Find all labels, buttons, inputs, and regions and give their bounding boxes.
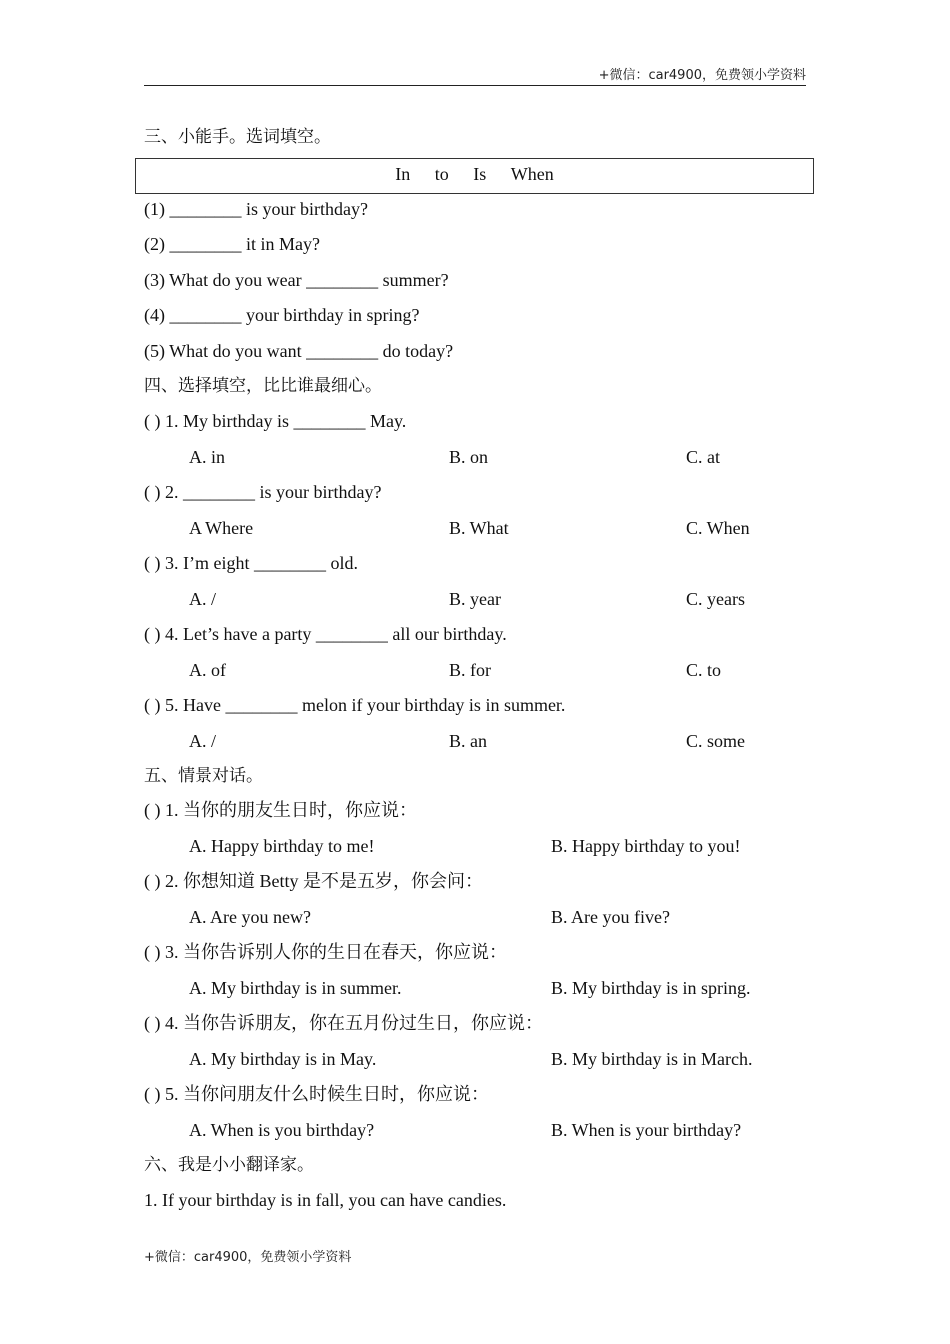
dialog-option-a: A. My birthday is in summer. [189,978,402,998]
choice-question-3: ( ) 3. I’m eight ________ old. [144,553,358,573]
choice-question-4: ( ) 4. Let’s have a party ________ all our birthday. [144,624,507,644]
section5-title: 五、情景对话。 [144,766,263,786]
choice-option-b: B. on [449,447,489,467]
dialog-question-5: ( ) 5. 当你问朋友什么时候生日时，你应说： [144,1084,489,1104]
dialog-question-4: ( ) 4. 当你告诉朋友，你在五月份过生日，你应说： [144,1013,543,1033]
fill-item-1: (1) ________ is your birthday? [144,199,368,219]
section3-title: 三、小能手。选词填空。 [144,127,331,147]
dialog-question-2: ( ) 2. 你想知道 Betty 是不是五岁，你会问： [144,871,483,891]
translate-item-1: 1. If your birthday is in fall, you can have candies. [144,1190,507,1210]
fill-item-3: (3) What do you wear ________ summer? [144,270,449,290]
choice-option-a: A. of [189,660,226,680]
choice-question-1: ( ) 1. My birthday is ________ May. [144,411,407,431]
choice-option-a: A Where [189,518,254,538]
dialog-option-a: A. Are you new? [189,907,311,927]
section6-title: 六、我是小小翻译家。 [144,1155,314,1175]
dialog-option-b: B. My birthday is in March. [551,1049,753,1069]
choice-option-c: C. When [686,518,750,538]
dialog-question-1: ( ) 1. 当你的朋友生日时，你应说： [144,800,417,820]
choice-option-b: B. an [449,731,487,751]
dialog-option-b: B. Are you five? [551,907,670,927]
choice-option-b: B. year [449,589,501,609]
dialog-option-b: B. When is your birthday? [551,1120,742,1140]
word-bank-item: In [395,164,411,184]
dialog-option-a: A. When is you birthday? [189,1120,375,1140]
dialog-option-b: B. My birthday is in spring. [551,978,751,998]
choice-question-2: ( ) 2. ________ is your birthday? [144,482,382,502]
choice-question-5: ( ) 5. Have ________ melon if your birthday is in summer. [144,695,566,715]
choice-option-c: C. some [686,731,746,751]
word-bank-item: Is [473,164,487,184]
choice-option-a: A. in [189,447,225,467]
dialog-option-a: A. My birthday is in May. [189,1049,377,1069]
dialog-option-b: B. Happy birthday to you! [551,836,741,856]
fill-item-5: (5) What do you want ________ do today? [144,341,454,361]
choice-option-b: B. What [449,518,509,538]
word-bank-item: to [434,164,449,184]
page-footer: +微信：car4900，免费领小学资料 [144,1250,352,1265]
word-bank-item: When [510,164,554,184]
section4-title: 四、选择填空，比比谁最细心。 [144,376,382,396]
fill-item-2: (2) ________ it in May? [144,234,320,254]
choice-option-c: C. at [686,447,720,467]
choice-option-a: A. / [189,589,216,609]
choice-option-c: C. to [686,660,722,680]
choice-option-a: A. / [189,731,216,751]
choice-option-c: C. years [686,589,745,609]
page-header: +微信：car4900，免费领小学资料 [598,68,806,83]
choice-option-b: B. for [449,660,491,680]
word-bank-box [135,158,814,194]
dialog-option-a: A. Happy birthday to me! [189,836,375,856]
dialog-question-3: ( ) 3. 当你告诉别人你的生日在春天，你应说： [144,942,507,962]
fill-item-4: (4) ________ your birthday in spring? [144,305,420,325]
header-divider [144,85,806,86]
